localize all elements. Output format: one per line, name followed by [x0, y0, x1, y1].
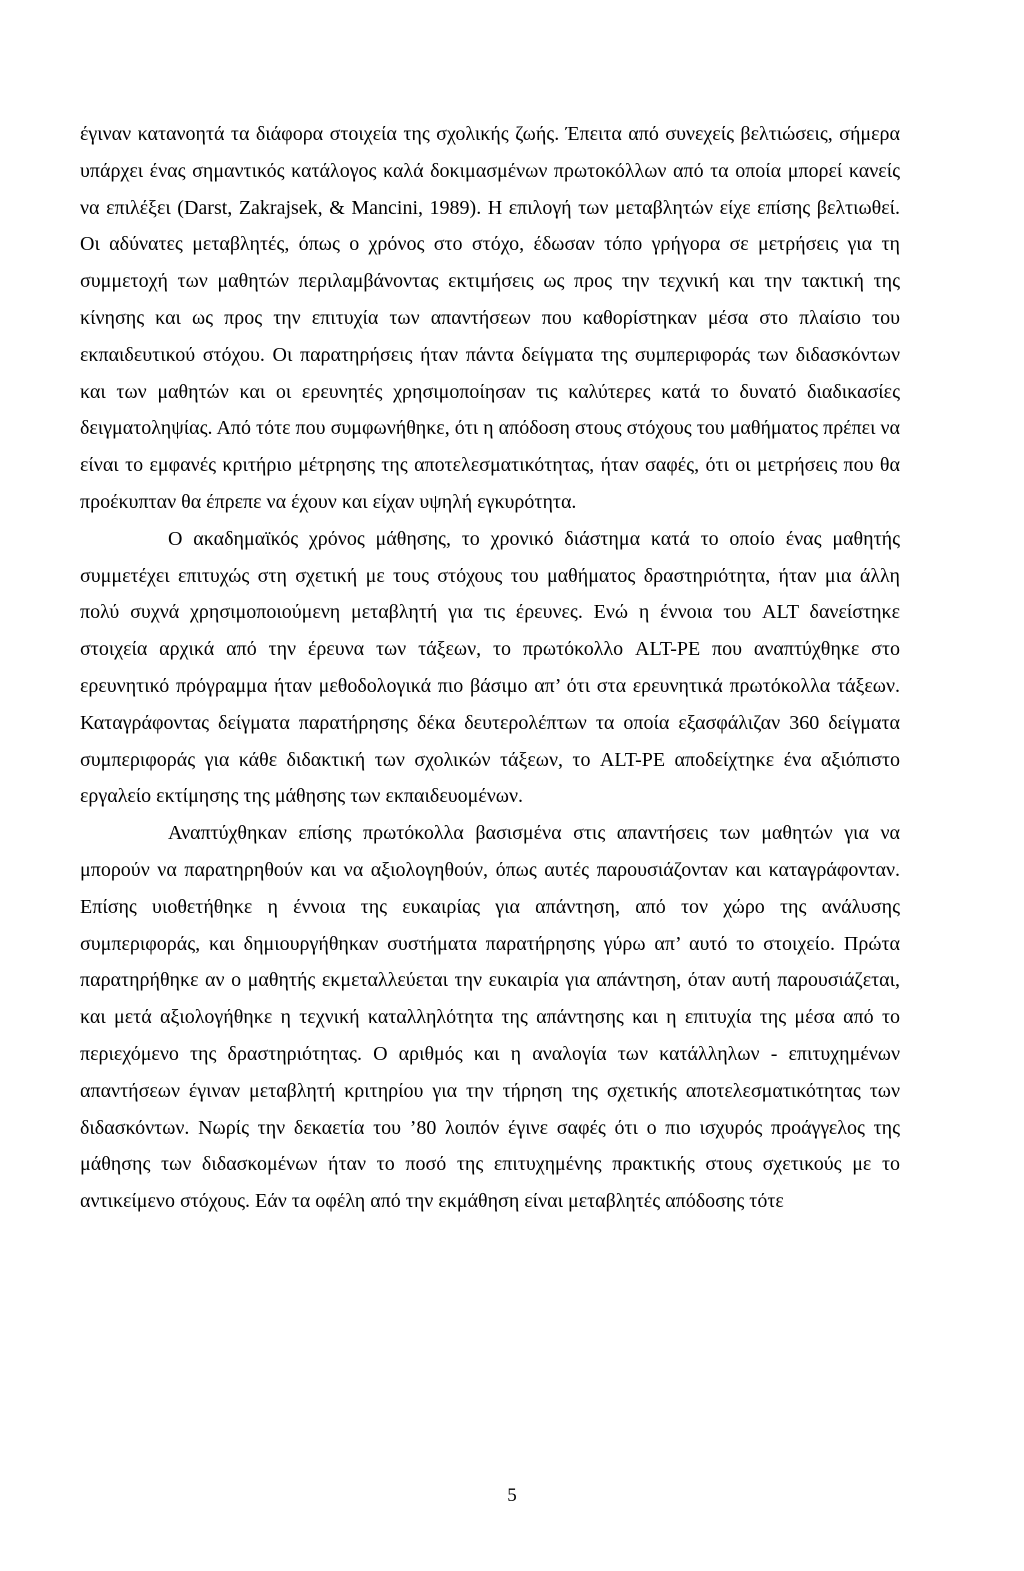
paragraph-response-protocols: Αναπτύχθηκαν επίσης πρωτόκολλα βασισμένα στις απαντήσεις των μαθητών για να μπορούν να παρατηρηθούν και να αξιολογηθούν, όπως αυτές παρουσιάζονταν και καταγράφονταν. Επίσης υιοθετήθηκε η έννοια της ευκαιρίας για απάντηση, από τον χώρο της ανάλυσης συμπεριφοράς, και δημιουργήθηκαν συστήματα παρατήρησης γύρω απ’ αυτό το στοιχείο. Πρώτα παρατηρήθηκε αν ο μαθητής εκμεταλλεύεται την ευκαιρία για απάντηση, όταν αυτή παρουσιάζεται, και μετά αξιολογήθηκε η τεχνική καταλληλότητα της απάντησης και η επιτυχία της μέσα από το περιεχόμενο της δραστηριότητας. Ο αριθμός και η αναλογία των κατάλληλων - επιτυχημένων απαντήσεων έγιναν μεταβλητή κριτηρίου για την τήρηση της σχετικής αποτελεσματικότητας των διδασκόντων. Νωρίς την δεκαετία του ’80 λοιπόν έγινε σαφές ότι ο πιο ισχυρός προάγγελος της μάθησης των διδασκομένων ήταν το ποσό της επιτυχημένης πρακτικής στους σχετικούς με το αντικείμενο στόχους. Εάν τα οφέλη από την εκμάθηση είναι μεταβλητές απόδοσης τότε	[80, 822, 900, 1213]
document-body	[80, 116, 900, 1220]
page-number: 5	[507, 1485, 517, 1506]
paragraph-alt: Ο ακαδημαϊκός χρόνος μάθησης, το χρονικό διάστημα κατά το οποίο ένας μαθητής συμμετέχει επιτυχώς στη σχετική με τους στόχους του μαθήματος δραστηριότητα, ήταν μια άλλη πολύ συχνά χρησιμοποιούμενη μεταβλητή για τις έρευνες. Ενώ η έννοια του ALT δανείστηκε στοιχεία αρχικά από την έρευνα των τάξεων, το πρωτόκολλο ALT-PE που αναπτύχθηκε στο ερευνητικό πρόγραμμα ήταν μεθοδολογικά πιο βάσιμο απ’ ότι στα ερευνητικά πρωτόκολλα τάξεων. Καταγράφοντας δείγματα παρατήρησης δέκα δευτερολέπτων τα οποία εξασφάλιζαν 360 δείγματα συμπεριφοράς για κάθε διδακτική των σχολικών τάξεων, το ALT-PE αποδείχτηκε ένα αξιόπιστο εργαλείο εκτίμησης της μάθησης των εκπαιδευομένων.	[80, 527, 900, 808]
paragraph-continuation: έγιναν κατανοητά τα διάφορα στοιχεία της σχολικής ζωής. Έπειτα από συνεχείς βελτιώσεις, σήμερα υπάρχει ένας σημαντικός κατάλογος καλά δοκιμασμένων πρωτοκόλλων από τα οποία μπορεί κανείς να επιλέξει (Darst, Zakrajsek, & Mancini, 1989). Η επιλογή των μεταβλητών είχε επίσης βελτιωθεί. Οι αδύνατες μεταβλητές, όπως ο χρόνος στο στόχο, έδωσαν τόπο γρήγορα σε μετρήσεις για τη συμμετοχή των μαθητών περιλαμβάνοντας εκτιμήσεις ως προς την τεχνική και την τακτική της κίνησης και ως προς την επιτυχία των απαντήσεων που καθορίστηκαν μέσα στο πλαίσιο του εκπαιδευτικού στόχου. Οι παρατηρήσεις ήταν πάντα δείγματα της συμπεριφοράς των διδασκόντων και των μαθητών και οι ερευνητές χρησιμοποίησαν τις καλύτερες κατά το δυνατό διαδικασίες δειγματοληψίας. Από τότε που συμφωνήθηκε, ότι η απόδοση στους στόχους του μαθήματος πρέπει να είναι το εμφανές κριτήριο μέτρησης της αποτελεσματικότητας, ήταν σαφές, ότι οι μετρήσεις που θα προέκυπταν θα έπρεπε να έχουν και είχαν υψηλή εγκυρότητα.	[80, 123, 900, 513]
